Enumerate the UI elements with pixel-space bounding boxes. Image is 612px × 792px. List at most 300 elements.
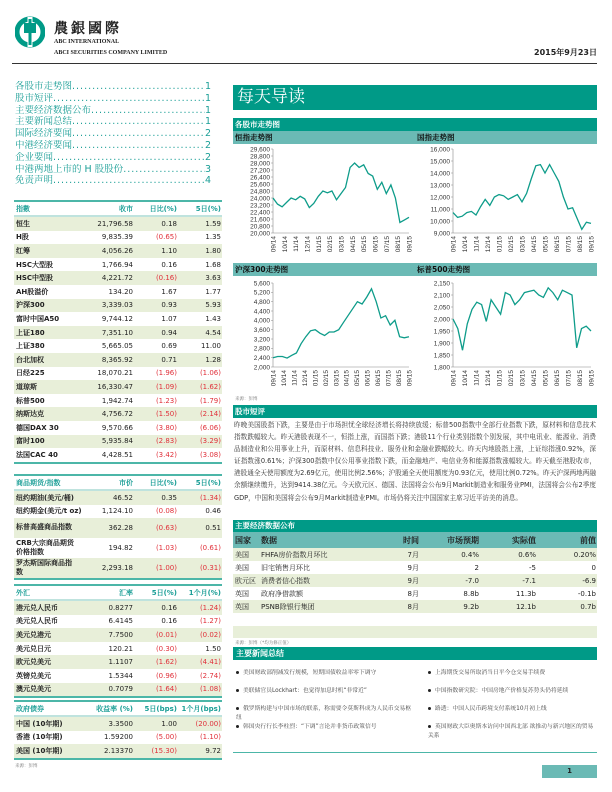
cell-value: 11.00 [200, 342, 221, 351]
table-row [14, 367, 222, 381]
y-tick-label: 25,600 [250, 181, 270, 189]
row-label: 法国CAC 40 [16, 450, 58, 459]
cell-value: (1.64) [155, 685, 177, 694]
econ-title: 主要经济数据公布 [233, 520, 597, 532]
row-label: AH股溢价 [16, 287, 49, 296]
table-row [14, 353, 222, 367]
x-tick-label: 05/15 [542, 370, 550, 387]
table-body [233, 548, 597, 613]
table-row [14, 380, 222, 394]
column-header: 5日(bps) [144, 704, 177, 713]
news-text: 韩国央行行长李柱烈：“下调”言论并非货币政策信号 [243, 724, 377, 730]
bonds-table [14, 700, 222, 760]
column-header: 日比(%) [149, 204, 177, 213]
row-label: 上证180 [16, 328, 45, 337]
cell-value: 0.4% [461, 550, 479, 559]
row-label: 纽约期金(美元/t oz) [16, 507, 82, 516]
cell-value: 美国 [235, 563, 249, 572]
cell-value: 4,056.26 [101, 246, 133, 255]
cell-value: 0.71 [161, 355, 177, 364]
column-header: 指數 [16, 204, 30, 213]
table-row [14, 655, 222, 669]
row-label: 罗杰斯国际商品指数 [16, 558, 72, 577]
chart-title: 沪深300走势图 [235, 265, 289, 274]
news-text: 路透：中国人民币跨境支付系统10月初上线 [435, 706, 547, 712]
cell-value: 0.16 [161, 603, 177, 612]
cell-value: (0.61) [199, 544, 221, 553]
row-label: 恒生 [16, 219, 30, 228]
cell-value: (1.24) [199, 603, 221, 612]
cell-value: 1.67 [161, 287, 177, 296]
toc-item[interactable] [15, 93, 211, 105]
row-label: 英镑兑美元 [16, 671, 51, 680]
cell-value: 5,665.05 [101, 342, 133, 351]
table-header [14, 474, 222, 491]
bullet-icon [428, 707, 431, 710]
news-item[interactable] [236, 687, 414, 705]
table-body [14, 601, 222, 698]
toc-label: 国际经济要闻 [15, 128, 73, 140]
cell-value: 0.94 [161, 328, 177, 337]
y-tick-label: 29,600 [250, 146, 270, 154]
table-row [14, 505, 222, 519]
column-header: 5日(%) [195, 478, 221, 487]
cell-value: 5.93 [205, 301, 221, 310]
x-tick-label: 09/15 [588, 236, 596, 253]
cell-value: 1,942.74 [101, 396, 133, 405]
x-tick-label: 08/15 [577, 236, 584, 253]
x-tick-label: 12/14 [485, 370, 492, 387]
cell-value: 2.13370 [104, 746, 133, 755]
cell-value: 9,835.39 [101, 233, 133, 242]
news-item[interactable] [428, 669, 596, 687]
cell-value: 英国 [235, 589, 249, 598]
y-tick-label: 4,400 [253, 308, 270, 316]
news-list-left [236, 669, 414, 741]
cell-value: (1.50) [155, 410, 177, 419]
cell-value: 0.8277 [108, 603, 133, 612]
toc-leader [72, 140, 205, 152]
cell-value: (1.08) [199, 685, 221, 694]
cell-value: 旧宅销售月环比 [261, 563, 310, 572]
y-tick-label: 22,400 [250, 209, 270, 217]
x-tick-label: 10/14 [462, 236, 469, 253]
econ-blank-row [233, 626, 597, 638]
cell-value: 0.18 [161, 219, 177, 228]
toc-leader [91, 105, 205, 117]
toc-item[interactable] [15, 175, 211, 187]
y-tick-label: 28,800 [250, 153, 270, 161]
x-tick-label: 06/15 [554, 370, 561, 387]
header-divider [12, 63, 597, 64]
cell-value: 1,766.94 [101, 260, 133, 269]
row-label: 道琼斯 [16, 382, 37, 391]
table-row [14, 642, 222, 656]
cell-value: 1.50 [205, 644, 221, 653]
cell-value: 3.3500 [108, 719, 133, 728]
y-tick-label: 24,800 [250, 188, 270, 196]
y-tick-label: 14,000 [430, 170, 450, 178]
table-row [14, 326, 222, 340]
x-tick-label: 08/15 [396, 370, 404, 387]
column-header: 实际值 [512, 535, 536, 545]
charts-section-title: 各股市走势图 [233, 118, 597, 131]
cell-value: 4,428.51 [101, 450, 133, 459]
news-text: 中国指数研究院：中国房地产价格复苏势头仍将延续 [435, 688, 569, 694]
toc-leader [123, 164, 205, 176]
bonds-source: 来源：彭博 [15, 764, 38, 769]
x-tick-label: 10/14 [280, 370, 288, 387]
x-tick-label: 02/15 [508, 236, 515, 253]
cell-value: (0.65) [155, 233, 177, 242]
table-row [14, 731, 222, 745]
x-tick-label: 03/15 [338, 236, 346, 253]
cell-value: 1.59 [205, 219, 221, 228]
cell-value: 0.16 [161, 260, 177, 269]
series-line [273, 163, 409, 223]
news-title: 主要新闻总结 [233, 647, 597, 660]
cell-value: 16,330.47 [97, 382, 133, 391]
cell-value: -6.9 [582, 576, 596, 585]
cell-value: 21,796.58 [97, 219, 133, 228]
news-item[interactable] [428, 687, 596, 705]
news-text: 英国财政大臣奥斯本访问中国西北部 欲推动与新兴地区的贸易关系 [428, 724, 594, 739]
y-tick-label: 20,800 [250, 223, 270, 231]
cell-value: 5,935.84 [101, 437, 133, 446]
series-line [453, 288, 591, 350]
cell-value: 3,339.03 [101, 301, 133, 310]
row-label: 德国DAX 30 [16, 423, 59, 432]
toc-item[interactable] [15, 140, 211, 152]
x-tick-label: 08/15 [577, 370, 584, 387]
cell-value: 120.21 [108, 644, 133, 653]
toc-leader [53, 175, 205, 187]
column-header: 日比(%) [149, 478, 177, 487]
y-tick-label: 2,400 [253, 354, 270, 362]
y-tick-label: 12,000 [430, 194, 450, 202]
x-tick-label: 07/15 [565, 370, 573, 387]
y-tick-label: 5,200 [253, 289, 270, 297]
table-row [14, 491, 222, 505]
x-tick-label: 09/14 [450, 370, 458, 387]
column-header: 时间 [403, 535, 419, 545]
y-tick-label: 16,000 [430, 146, 450, 154]
news-text: 上海期货交易所取消当日平今仓交易手续费 [435, 670, 546, 676]
x-tick-label: 06/15 [375, 370, 383, 387]
row-label: HSC中型股 [16, 274, 54, 283]
table-header [14, 200, 222, 217]
cell-value: 美国 [235, 550, 249, 559]
x-tick-label: 03/15 [519, 370, 527, 387]
page-title: 每天导读 [233, 85, 597, 110]
row-label: 香港 (10年期) [16, 733, 63, 742]
x-tick-label: 02/15 [322, 370, 330, 387]
cell-value: 0.69 [161, 342, 177, 351]
news-item[interactable] [236, 669, 414, 687]
x-tick-label: 02/15 [327, 236, 335, 253]
toc-leader [72, 128, 205, 140]
cell-value: 1.00 [161, 719, 177, 728]
cell-value: -7.0 [465, 576, 479, 585]
table-row [14, 312, 222, 326]
cell-value: (1.10) [199, 733, 221, 742]
x-tick-label: 01/15 [496, 236, 504, 253]
cell-value: (1.03) [155, 544, 177, 553]
y-tick-label: 24,000 [250, 195, 270, 203]
hscei-chart [415, 145, 597, 259]
series-line [273, 289, 409, 358]
toc-item[interactable] [15, 116, 211, 128]
brand-name-cn: 農銀國際 [54, 21, 122, 37]
x-tick-label: 09/14 [270, 370, 278, 387]
toc-page: 4 [204, 175, 211, 187]
y-tick-label: 26,400 [250, 174, 270, 182]
cell-value: 1.59200 [104, 733, 133, 742]
chart-titles-row-1 [233, 131, 597, 144]
cell-value: 0.7b [580, 602, 596, 611]
cell-value: 362.28 [108, 524, 133, 533]
toc-item[interactable] [15, 81, 211, 93]
y-tick-label: 21,600 [250, 216, 270, 224]
news-item[interactable] [236, 705, 414, 723]
cell-value: (0.31) [199, 564, 221, 573]
cell-value: (3.80) [155, 423, 177, 432]
x-tick-label: 09/14 [450, 236, 458, 253]
cell-value: 英国 [235, 602, 249, 611]
cell-value: 1.07 [161, 314, 177, 323]
x-tick-label: 09/15 [406, 236, 414, 253]
row-label: 纽约期油(美元/桶) [16, 493, 74, 502]
column-header: 前值 [580, 535, 596, 545]
y-tick-label: 3,200 [253, 336, 270, 344]
x-tick-label: 04/15 [343, 370, 351, 387]
x-tick-label: 04/15 [349, 236, 357, 253]
y-tick-label: 27,200 [250, 167, 270, 175]
cell-value: 9月 [407, 563, 419, 572]
row-label: 美国 (10年期) [16, 746, 63, 755]
table-row [14, 339, 222, 353]
table-row [14, 448, 222, 462]
y-tick-label: 2,000 [253, 364, 270, 372]
x-tick-label: 10/14 [462, 370, 469, 387]
table-row [14, 231, 222, 245]
cell-value: 9,744.12 [101, 314, 133, 323]
table-row [14, 435, 222, 449]
cell-value: (3.08) [199, 450, 221, 459]
toc-item[interactable] [15, 105, 211, 117]
y-tick-label: 9,000 [433, 230, 450, 238]
footer-divider [233, 752, 597, 753]
sp500-chart [415, 279, 597, 393]
x-tick-label: 11/14 [291, 370, 299, 386]
cell-value: 7.7500 [108, 630, 133, 639]
cell-value: (2.14) [199, 410, 221, 419]
y-tick-label: 1,800 [433, 364, 450, 372]
cell-value: 1.43 [205, 314, 221, 323]
cell-value: (4.41) [199, 658, 221, 667]
commodities-table [14, 474, 222, 580]
table-row [14, 615, 222, 629]
brand-name-en: ABC INTERNATIONAL [54, 39, 120, 45]
table-row [14, 299, 222, 313]
x-tick-label: 10/14 [281, 236, 289, 253]
cell-value: 9.2b [463, 602, 479, 611]
cell-value: 8月 [407, 602, 419, 611]
cell-value: 7月 [407, 550, 419, 559]
y-tick-label: 4,000 [253, 317, 270, 325]
column-header: 5日(%) [151, 588, 177, 597]
toc-page: 1 [204, 104, 211, 116]
report-date: 2015年9月23日 [534, 48, 597, 57]
csi300-chart [233, 279, 415, 393]
cell-value: (1.00) [155, 564, 177, 573]
cell-value: 0.16 [161, 617, 177, 626]
cell-value: FHFA房价指数月环比 [261, 550, 328, 559]
column-header: 5日(%) [195, 204, 221, 213]
news-item[interactable] [428, 705, 596, 723]
cell-value: (0.96) [155, 671, 177, 680]
cell-value: (1.79) [199, 396, 221, 405]
y-tick-label: 10,000 [430, 218, 450, 226]
cell-value: (1.96) [155, 369, 177, 378]
cell-value: 1.80 [205, 246, 221, 255]
column-header: 1个月(%) [188, 588, 221, 597]
chart-titles-row-2 [233, 263, 597, 276]
cell-value: 8.8b [463, 589, 479, 598]
table-row [233, 548, 597, 561]
table-header [233, 532, 597, 548]
news-text: 美联储官员Lockhart：也觉得加息时机“非常近” [243, 688, 367, 694]
cell-value: (1.23) [155, 396, 177, 405]
row-label: 美元兑人民币 [16, 617, 58, 626]
toc-page: 2 [204, 139, 211, 151]
toc-label: 各股市走势图 [15, 81, 73, 92]
toc-label: 股市短评 [15, 92, 54, 104]
x-tick-label: 06/15 [364, 370, 372, 387]
table-body [14, 217, 222, 464]
table-of-contents [15, 81, 211, 187]
toc-item[interactable] [15, 152, 211, 164]
x-tick-label: 03/15 [519, 236, 527, 253]
table-header [14, 700, 222, 717]
table-row [14, 717, 222, 731]
cell-value: 1.5344 [108, 671, 133, 680]
y-tick-label: 2,150 [433, 280, 450, 288]
table-body [14, 717, 222, 760]
cell-value: 18,070.21 [97, 369, 133, 378]
row-label: 欧元兑美元 [16, 658, 51, 667]
cell-value: 4,221.72 [101, 274, 133, 283]
x-tick-label: 09/14 [270, 236, 278, 253]
indices-table [14, 200, 222, 464]
row-label: 日经225 [16, 369, 45, 378]
cell-value: (5.00) [155, 733, 177, 742]
row-label: 标普高盛商品指数 [16, 523, 72, 532]
x-tick-label: 02/15 [508, 370, 515, 387]
cell-value: 1.10 [161, 246, 177, 255]
toc-item[interactable] [15, 128, 211, 140]
row-label: 台北加权 [16, 355, 44, 364]
toc-label: 中港经济要闻 [15, 139, 73, 151]
table-row [14, 744, 222, 758]
x-tick-label: 01/15 [315, 236, 323, 253]
table-body [14, 491, 222, 580]
cell-value: 0.46 [205, 507, 221, 516]
cell-value: (6.06) [199, 423, 221, 432]
toc-item[interactable] [15, 164, 211, 176]
y-tick-label: 28,000 [250, 160, 270, 168]
cell-value: 8月 [407, 589, 419, 598]
row-label: CRB大宗商品期货价格指数 [16, 538, 74, 557]
table-row [14, 558, 222, 578]
column-header: 市场预期 [447, 535, 479, 545]
cell-value: PSNB除银行集团 [261, 602, 315, 611]
x-tick-label: 06/15 [554, 236, 561, 253]
cell-value: 9,570.66 [101, 423, 133, 432]
news-list-right [428, 669, 596, 741]
y-tick-label: 2,100 [433, 292, 450, 300]
series-line [453, 165, 591, 230]
news-item[interactable] [236, 723, 414, 741]
row-label: 港元兑人民币 [16, 603, 58, 612]
table-row [14, 669, 222, 683]
chart-title: 国指走势图 [417, 133, 455, 142]
bullet-icon [236, 671, 239, 674]
cell-value: (2.83) [155, 437, 177, 446]
news-item[interactable] [428, 723, 596, 741]
cell-value: 1.35 [205, 233, 221, 242]
cell-value: (0.02) [199, 630, 221, 639]
row-label: 富时100 [16, 437, 45, 446]
toc-page: 2 [204, 128, 211, 140]
y-tick-label: 2,050 [433, 304, 450, 312]
row-label: 中国 (10年期) [16, 719, 63, 728]
column-header: 商品期货/指数 [16, 478, 61, 487]
x-tick-label: 04/15 [531, 370, 538, 387]
cell-value: (15.30) [151, 746, 177, 755]
column-header: 收益率 (%) [96, 704, 133, 713]
row-label: 富时中国A50 [16, 314, 60, 323]
cell-value: 政府净借款额 [261, 589, 303, 598]
table-row [233, 587, 597, 600]
toc-page: 1 [204, 116, 211, 128]
row-label: 红筹 [16, 246, 30, 255]
x-tick-label: 11/14 [293, 236, 301, 252]
x-tick-label: 11/14 [473, 370, 481, 386]
cell-value: 消费者信心指数 [261, 576, 310, 585]
toc-label: 主要新闻总结 [15, 116, 73, 128]
cell-value: 194.82 [108, 544, 133, 553]
cell-value: 0.20% [573, 550, 596, 559]
cell-value: 1.28 [205, 355, 221, 364]
row-label: 美元兑日元 [16, 644, 51, 653]
y-tick-label: 3,600 [253, 326, 270, 334]
table-row [14, 601, 222, 615]
toc-leader [72, 81, 205, 93]
row-label: H股 [16, 233, 29, 242]
cell-value: (0.30) [155, 644, 177, 653]
bullet-icon [428, 689, 431, 692]
cell-value: (1.27) [199, 617, 221, 626]
row-label: 美元兑港元 [16, 630, 51, 639]
y-tick-label: 11,000 [430, 206, 450, 214]
hsi-chart [233, 145, 415, 259]
column-header: 收市 [119, 204, 133, 213]
toc-page: 1 [204, 81, 211, 92]
cell-value: 0.7079 [108, 685, 133, 694]
table-row [14, 538, 222, 558]
toc-label: 中港两地上市的 H 股股份 [15, 163, 124, 175]
